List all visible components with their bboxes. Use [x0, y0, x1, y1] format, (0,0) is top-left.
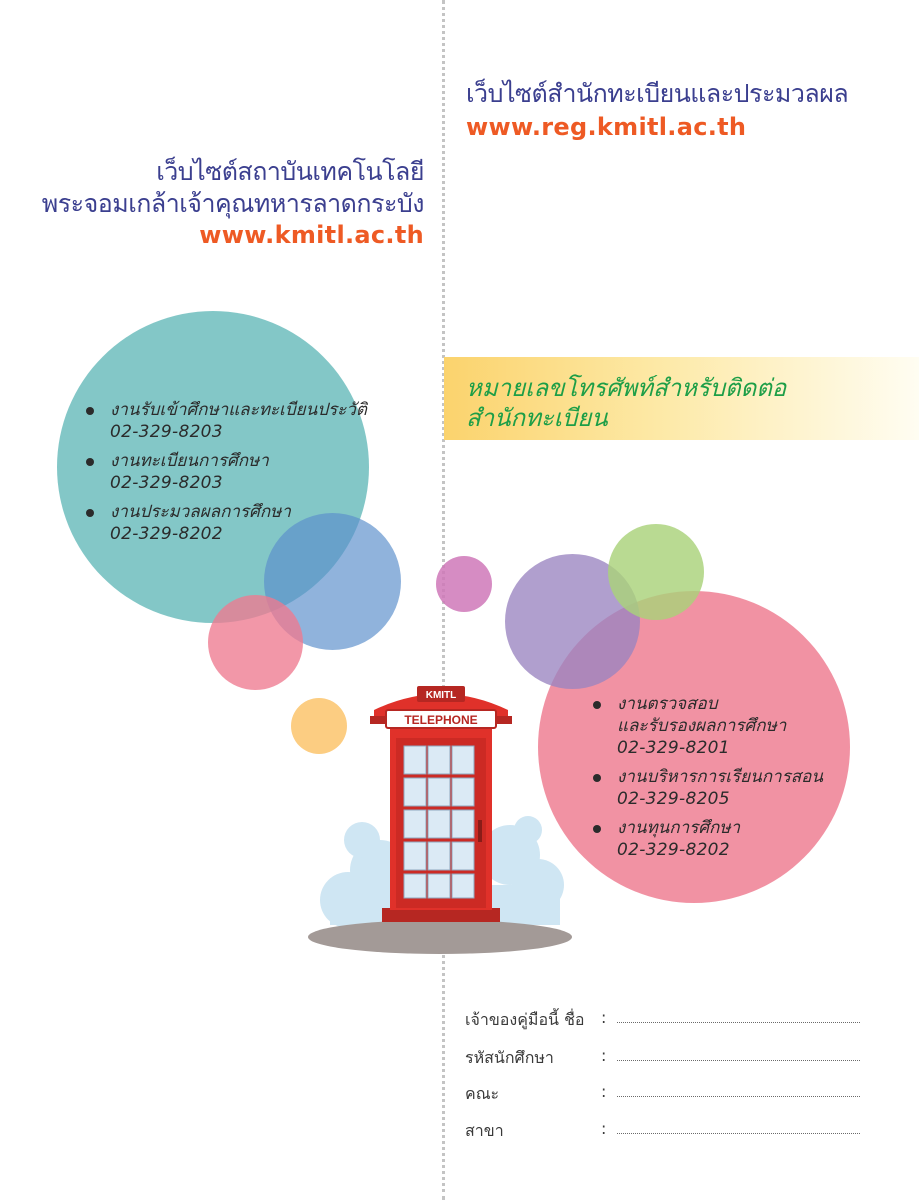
faculty-colon: :	[601, 1082, 607, 1101]
list-item	[593, 766, 833, 811]
major-label: สาขา	[465, 1121, 504, 1140]
owner-name-colon: :	[601, 1008, 607, 1027]
reg-website-url[interactable]: www.reg.kmitl.ac.th	[466, 113, 747, 141]
telephone-booth-illustration	[300, 680, 590, 955]
reg-website-title: เว็บไซต์สำนักทะเบียนและประมวลผล	[466, 79, 849, 108]
student-id-label: รหัสนักศึกษา	[465, 1048, 554, 1067]
ground-shadow	[308, 920, 572, 954]
faculty-label: คณะ	[465, 1084, 500, 1103]
contact-banner-line2: สำนักทะเบียน	[466, 404, 608, 432]
contact-banner-text	[466, 373, 786, 433]
major-colon: :	[601, 1119, 607, 1138]
list-item	[86, 501, 386, 546]
contact-label: งานบริหารการเรียนการสอน	[617, 767, 823, 787]
contact-label: งานทะเบียนการศึกษา	[110, 451, 269, 471]
pink-small-bubble	[208, 595, 303, 690]
booth-brand-text: KMITL	[425, 690, 457, 701]
booth-sign-text: TELEPHONE	[404, 713, 478, 727]
contact-label: งานประมวลผลการศึกษา	[110, 502, 291, 522]
contact-phone[interactable]: 02-329-8202	[617, 840, 730, 860]
faculty-field[interactable]	[617, 1096, 860, 1097]
contact-label: งานรับเข้าศึกษาและทะเบียนประวัติ	[110, 400, 367, 420]
kmitl-website-title-line2: พระจอมเกล้าเจ้าคุณทหารลาดกระบัง	[41, 189, 424, 218]
list-item	[86, 399, 386, 444]
magenta-bubble	[436, 556, 492, 612]
booth-window-grid	[404, 746, 474, 898]
list-item	[86, 450, 386, 495]
owner-name-label: เจ้าของคู่มือนี้ ชื่อ	[465, 1010, 585, 1029]
student-id-colon: :	[601, 1046, 607, 1065]
contact-label-line2: และรับรองผลการศึกษา	[617, 716, 787, 736]
left-contact-list	[86, 399, 386, 552]
contact-label: งานทุนการศึกษา	[617, 818, 741, 838]
kmitl-website-block	[4, 156, 424, 250]
contact-phone[interactable]: 02-329-8205	[617, 789, 730, 809]
contact-label-line1: งานตรวจสอบ	[617, 694, 718, 714]
contact-phone[interactable]: 02-329-8202	[110, 524, 223, 544]
green-bubble	[608, 524, 704, 620]
list-item	[593, 817, 833, 862]
kmitl-website-title-line1: เว็บไซต์สถาบันเทคโนโลยี	[156, 157, 424, 186]
list-item	[593, 693, 833, 760]
right-contact-list	[593, 693, 833, 868]
owner-name-field[interactable]	[617, 1022, 860, 1023]
student-id-field[interactable]	[617, 1060, 860, 1061]
contact-banner-line1: หมายเลขโทรศัพท์สำหรับติดต่อ	[466, 374, 787, 402]
contact-phone[interactable]: 02-329-8203	[110, 473, 223, 493]
kmitl-website-url[interactable]: www.kmitl.ac.th	[199, 221, 424, 249]
major-field[interactable]	[617, 1133, 860, 1134]
reg-website-block	[466, 78, 848, 142]
contact-phone[interactable]: 02-329-8201	[617, 738, 730, 758]
contact-phone[interactable]: 02-329-8203	[110, 422, 223, 442]
